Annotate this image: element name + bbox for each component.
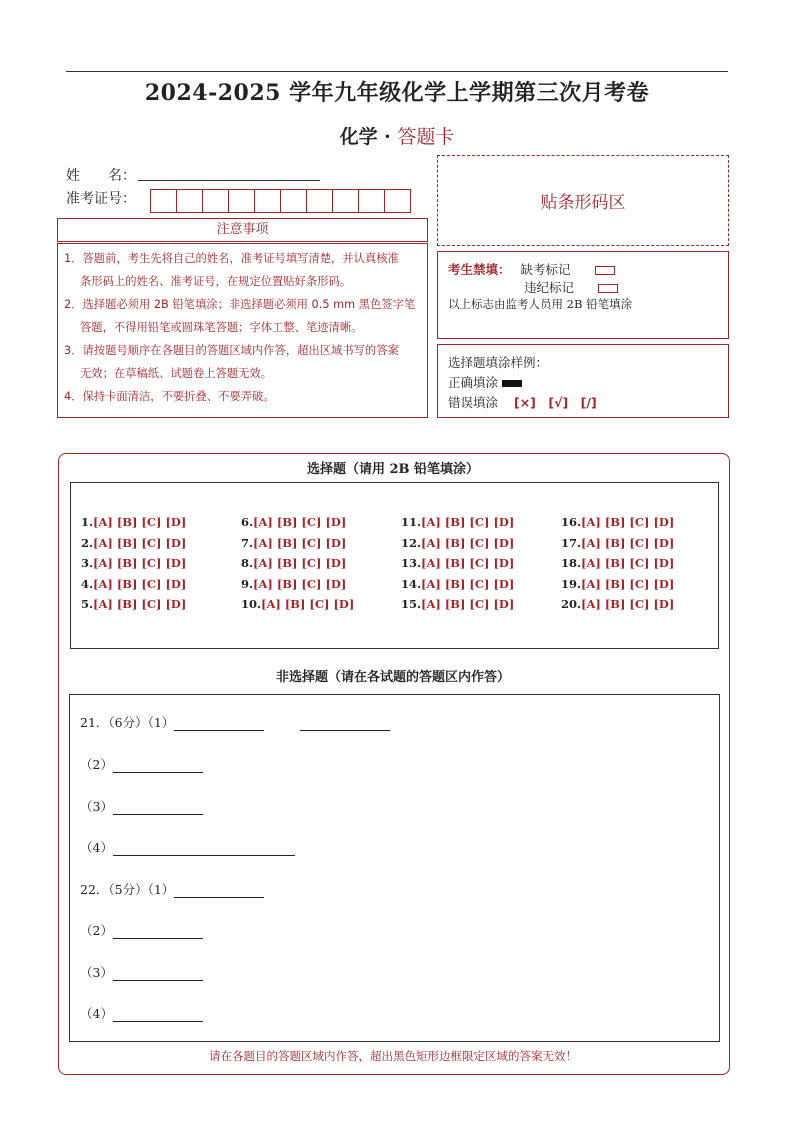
id-digit-box[interactable] xyxy=(228,189,255,213)
mc-question-number: 2. xyxy=(81,536,94,550)
mc-question-number: 11. xyxy=(401,515,422,529)
barcode-area: 贴条形码区 xyxy=(437,155,729,246)
sub-label: （3） xyxy=(80,799,113,814)
mc-question-number: 18. xyxy=(561,556,582,570)
mc-option-brackets[interactable]: [A] [B] [C] [D] xyxy=(421,597,515,611)
mc-question-row xyxy=(81,536,186,550)
mc-question-row xyxy=(401,597,514,611)
page-title: 2024-2025 学年九年级化学上学期第三次月考卷 xyxy=(144,80,650,106)
answer-blank[interactable] xyxy=(300,716,390,731)
answer-blank[interactable] xyxy=(113,1007,203,1022)
mc-option-brackets[interactable]: [A] [B] [C] [D] xyxy=(93,577,187,591)
mc-question-row xyxy=(561,577,674,591)
mc-option-brackets[interactable]: [A] [B] [C] [D] xyxy=(421,577,515,591)
mc-question-row xyxy=(561,556,674,570)
id-digit-box[interactable] xyxy=(202,189,229,213)
mc-question-number: 3. xyxy=(81,556,94,570)
mc-question-number: 13. xyxy=(401,556,422,570)
notice-item-text: 1．答题前，考生先将自己的姓名，准考证号填写清楚，并认真核准 xyxy=(64,252,399,265)
notice-item xyxy=(64,385,424,408)
notice-item-text: 2．选择题必须用 2B 铅笔填涂；非选择题必须用 0.5 mm 黑色签字笔 xyxy=(64,298,416,311)
answer-blank[interactable] xyxy=(113,758,203,773)
mc-option-brackets[interactable]: [A] [B] [C] [D] xyxy=(93,515,187,529)
id-digit-box[interactable] xyxy=(332,189,359,213)
correct-label: 正确填涂 xyxy=(448,375,499,390)
mc-option-brackets[interactable]: [A] [B] [C] [D] xyxy=(253,515,347,529)
notice-item-text: 4．保持卡面清洁，不要折叠、不要弄破。 xyxy=(64,390,275,403)
wrong-line xyxy=(448,393,597,411)
mc-question-row xyxy=(401,577,514,591)
correct-line xyxy=(448,373,522,391)
sub-label: （4） xyxy=(80,1006,113,1021)
answer-blank[interactable] xyxy=(113,800,203,815)
violation-mark-box[interactable] xyxy=(598,284,618,293)
id-number-boxes[interactable] xyxy=(151,189,411,213)
mc-option-brackets[interactable]: [A] [B] [C] [D] xyxy=(421,536,515,550)
q21-part4 xyxy=(80,838,295,856)
mc-question-number: 5. xyxy=(81,597,94,611)
mc-option-brackets[interactable]: [A] [B] [C] [D] xyxy=(421,515,515,529)
violation-mark-label: 违纪标记 xyxy=(524,280,575,295)
notice-item-text: 答题，不得用铅笔或圆珠笔答题；字体工整、笔迹清晰。 xyxy=(80,321,363,334)
notice-item-text: 条形码上的姓名、准考证号，在规定位置贴好条形码。 xyxy=(80,275,352,288)
mc-question-number: 20. xyxy=(561,597,582,611)
mc-question-number: 9. xyxy=(241,577,254,591)
mc-question-row xyxy=(81,556,186,570)
mc-question-number: 7. xyxy=(241,536,254,550)
free-answer-box xyxy=(69,694,720,1042)
mc-question-row xyxy=(241,577,346,591)
sample-title: 选择题填涂样例： xyxy=(448,355,549,370)
mc-question-number: 4. xyxy=(81,577,94,591)
top-rule xyxy=(66,71,728,72)
mc-question-row xyxy=(561,515,674,529)
mc-question-row xyxy=(241,556,346,570)
mc-answer-box xyxy=(70,482,719,649)
mc-question-number: 17. xyxy=(561,536,582,550)
correct-fill-sample xyxy=(502,380,522,387)
answer-blank[interactable] xyxy=(174,716,264,731)
q22-part1 xyxy=(80,880,264,898)
absent-mark-box[interactable] xyxy=(595,266,615,275)
notice-list xyxy=(57,243,428,418)
id-label: 准考证号： xyxy=(66,191,136,207)
sub-label: （4） xyxy=(80,840,113,855)
mc-question-row xyxy=(401,515,514,529)
notice-item xyxy=(64,339,424,385)
wrong-label: 错误填涂 xyxy=(448,395,499,410)
mc-question-number: 10. xyxy=(241,597,262,611)
mc-question-number: 12. xyxy=(401,536,422,550)
sub-label: （2） xyxy=(80,757,113,772)
mc-question-number: 16. xyxy=(561,515,582,529)
id-digit-box[interactable] xyxy=(384,189,411,213)
mc-question-number: 14. xyxy=(401,577,422,591)
wrong-fill-samples: [×] [√] [/] xyxy=(514,395,597,410)
mc-question-number: 15. xyxy=(401,597,422,611)
forbid-label: 考生禁填： xyxy=(448,262,511,277)
mc-question-row xyxy=(81,597,186,611)
q22-label: 22．（5分）（1） xyxy=(80,882,175,897)
name-label: 姓 名： xyxy=(66,168,136,184)
mc-section-title: 选择题（请用 2B 铅笔填涂） xyxy=(306,462,480,477)
mc-option-brackets[interactable]: [A] [B] [C] [D] xyxy=(581,597,675,611)
footer-warning: 请在各题目的答题区域内作答，超出黑色矩形边框限定区域的答案无效！ xyxy=(209,1049,577,1063)
q22-part4 xyxy=(80,1004,203,1022)
name-field[interactable] xyxy=(138,180,320,181)
subtitle-subject: 化学 · xyxy=(339,126,398,148)
subtitle xyxy=(66,122,728,149)
forbid-note: 以上标志由监考人员用 2B 铅笔填涂 xyxy=(448,297,633,311)
notice-heading: 注意事项 xyxy=(57,218,428,242)
notice-item xyxy=(64,293,424,339)
mc-question-row xyxy=(241,597,354,611)
q22-part2 xyxy=(80,921,203,939)
violation-line xyxy=(524,278,618,296)
fill-sample-box xyxy=(437,344,729,418)
mc-option-brackets[interactable]: [A] [B] [C] [D] xyxy=(261,597,355,611)
mc-question-row xyxy=(401,556,514,570)
mc-question-number: 19. xyxy=(561,577,582,591)
id-digit-box[interactable] xyxy=(358,189,385,213)
answer-blank[interactable] xyxy=(113,966,203,981)
id-digit-box[interactable] xyxy=(280,189,307,213)
mc-question-row xyxy=(81,515,186,529)
mc-option-brackets[interactable]: [A] [B] [C] [D] xyxy=(253,577,347,591)
q21-part3 xyxy=(80,797,203,815)
mc-option-brackets[interactable]: [A] [B] [C] [D] xyxy=(581,536,675,550)
mc-question-row xyxy=(561,536,674,550)
mc-question-row xyxy=(401,536,514,550)
mc-question-row xyxy=(241,515,346,529)
examiner-only-box xyxy=(437,251,729,339)
mc-option-brackets[interactable]: [A] [B] [C] [D] xyxy=(581,577,675,591)
mc-option-brackets[interactable]: [A] [B] [C] [D] xyxy=(253,536,347,550)
id-digit-box[interactable] xyxy=(150,189,177,213)
subtitle-card: 答题卡 xyxy=(397,126,455,148)
answer-blank[interactable] xyxy=(113,841,295,856)
mc-option-brackets[interactable]: [A] [B] [C] [D] xyxy=(581,515,675,529)
mc-option-brackets[interactable]: [A] [B] [C] [D] xyxy=(93,597,187,611)
answer-blank[interactable] xyxy=(113,924,203,939)
mc-question-row xyxy=(81,577,186,591)
q21-part1 xyxy=(80,713,390,731)
notice-item-text: 3．请按题号顺序在各题目的答题区域内作答，超出区域书写的答案 xyxy=(64,344,399,357)
q21-part2 xyxy=(80,755,203,773)
notice-item-text: 无效；在草稿纸、试题卷上答题无效。 xyxy=(80,367,273,380)
id-digit-box[interactable] xyxy=(306,189,333,213)
mc-question-row xyxy=(241,536,346,550)
sub-label: （3） xyxy=(80,965,113,980)
mc-option-brackets[interactable]: [A] [B] [C] [D] xyxy=(421,556,515,570)
forbid-line xyxy=(448,260,615,278)
mc-option-brackets[interactable]: [A] [B] [C] [D] xyxy=(93,536,187,550)
mc-question-number: 1. xyxy=(81,515,94,529)
answer-blank[interactable] xyxy=(174,883,264,898)
mc-option-brackets[interactable]: [A] [B] [C] [D] xyxy=(581,556,675,570)
mc-option-brackets[interactable]: [A] [B] [C] [D] xyxy=(93,556,187,570)
mc-option-brackets[interactable]: [A] [B] [C] [D] xyxy=(253,556,347,570)
mc-question-row xyxy=(561,597,674,611)
q21-label: 21．（6分）（1） xyxy=(80,715,175,730)
mc-question-number: 6. xyxy=(241,515,254,529)
q22-part3 xyxy=(80,963,203,981)
absent-mark-label: 缺考标记 xyxy=(520,262,571,277)
mc-question-number: 8. xyxy=(241,556,254,570)
id-digit-box[interactable] xyxy=(176,189,203,213)
notice-item xyxy=(64,247,424,293)
free-section-title: 非选择题（请在各试题的答题区内作答） xyxy=(275,670,510,685)
sub-label: （2） xyxy=(80,923,113,938)
id-digit-box[interactable] xyxy=(254,189,281,213)
